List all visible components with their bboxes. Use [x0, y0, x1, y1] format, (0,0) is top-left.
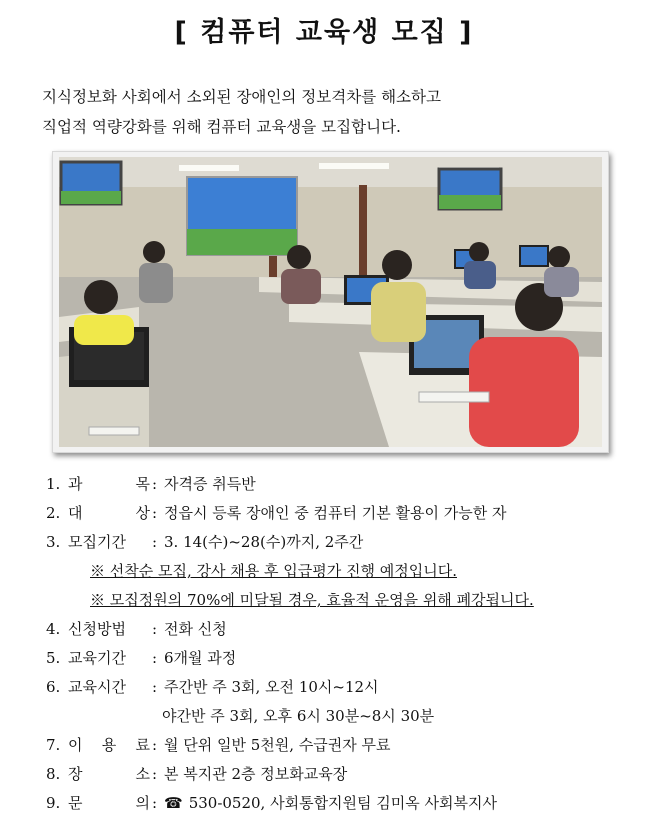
- item-label: 교육시간: [68, 678, 126, 696]
- item-period: [46, 528, 636, 557]
- item-number: 6.: [46, 678, 61, 696]
- colon: :: [152, 504, 158, 522]
- item-value: 3. 14(수)~28(수)까지, 2주간: [164, 533, 364, 551]
- item-duration: [46, 644, 636, 673]
- item-number: 5.: [46, 649, 61, 667]
- page-title: [ 컴퓨터 교육생 모집 ]: [174, 17, 474, 48]
- intro-text: [42, 82, 632, 142]
- note-first-come: ※ 선착순 모집, 강사 채용 후 입급평가 진행 예정입니다.: [90, 562, 457, 580]
- item-course: [46, 470, 636, 499]
- phone-icon: ☎: [164, 794, 183, 812]
- item-number: 3.: [46, 533, 61, 551]
- item-value: 6개월 과정: [164, 649, 237, 667]
- item-place: [46, 760, 636, 789]
- item-label: 대 상: [68, 504, 150, 522]
- intro-line-2: 직업적 역량강화를 위해 컴퓨터 교육생을 모집합니다.: [42, 118, 401, 136]
- item-time-evening: 야간반 주 3회, 오후 6시 30분~8시 30분: [162, 707, 435, 725]
- item-fee: [46, 731, 636, 760]
- item-label: 장 소: [68, 765, 150, 783]
- classroom-photo: [52, 151, 609, 453]
- recruitment-details: [46, 470, 636, 818]
- item-number: 2.: [46, 504, 61, 522]
- colon: :: [152, 736, 158, 754]
- item-label: 모집기간: [68, 533, 126, 551]
- item-label: 과 목: [68, 475, 150, 493]
- item-contact: [46, 789, 636, 818]
- colon: :: [152, 678, 158, 696]
- colon: :: [152, 533, 158, 551]
- colon: :: [152, 794, 158, 812]
- colon: :: [152, 649, 158, 667]
- note-cancellation: ※ 모집정원의 70%에 미달될 경우, 효율적 운영을 위해 폐강됩니다.: [90, 591, 534, 609]
- item-number: 1.: [46, 475, 61, 493]
- item-time: [46, 673, 636, 702]
- item-value: 전화 신청: [164, 620, 227, 638]
- item-label: 교육기간: [68, 649, 126, 667]
- item-value: 본 복지관 2층 정보화교육장: [164, 765, 348, 783]
- item-number: 8.: [46, 765, 61, 783]
- item-label: 신청방법: [68, 620, 126, 638]
- item-number: 4.: [46, 620, 61, 638]
- item-value: 자격증 취득반: [164, 475, 256, 493]
- classroom-illustration: [59, 157, 602, 447]
- item-value: 월 단위 일반 5천원, 수급권자 무료: [164, 736, 391, 754]
- colon: :: [152, 765, 158, 783]
- item-number: 9.: [46, 794, 61, 812]
- item-label: 이 용 료: [68, 736, 150, 754]
- item-label: 문 의: [68, 794, 150, 812]
- colon: :: [152, 475, 158, 493]
- item-target: [46, 499, 636, 528]
- item-value: 530-0520, 사회통합지원팀 김미옥 사회복지사: [188, 794, 497, 812]
- item-method: [46, 615, 636, 644]
- item-value: 정읍시 등록 장애인 중 컴퓨터 기본 활용이 가능한 자: [164, 504, 507, 522]
- item-value: 주간반 주 3회, 오전 10시~12시: [164, 678, 379, 696]
- item-number: 7.: [46, 736, 61, 754]
- intro-line-1: 지식정보화 사회에서 소외된 장애인의 정보격차를 해소하고: [42, 88, 441, 106]
- colon: :: [152, 620, 158, 638]
